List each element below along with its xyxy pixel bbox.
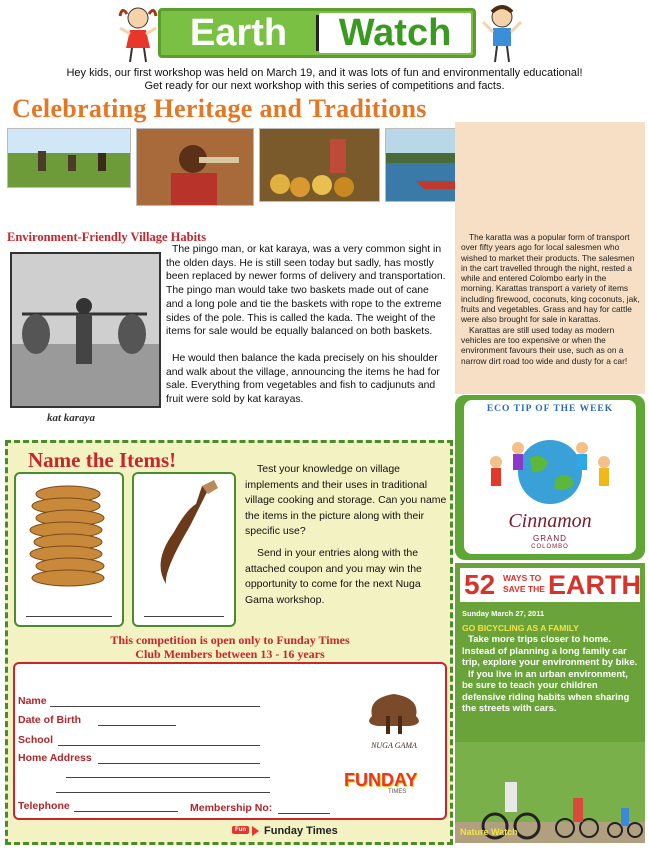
name-items-paragraph-2: Send in your entries along with the attached coupon and you may win the opportunity to come for the next Nuga Gama workshop. bbox=[245, 547, 422, 606]
address-field-1[interactable] bbox=[98, 763, 260, 764]
funday-logo-sub: TIMES bbox=[388, 789, 407, 795]
item-card-1 bbox=[14, 472, 124, 627]
ways-paragraph-1: Take more trips closer to home. Instead of planning a long family car trip, explore your environment by bike. bbox=[462, 634, 638, 668]
ways-to: WAYS TO bbox=[503, 573, 542, 583]
funday-times-logo bbox=[332, 770, 440, 800]
competition-notice-line-1: This competition is open only to Funday Times bbox=[110, 633, 350, 647]
item-2-answer-line[interactable] bbox=[144, 616, 224, 617]
karatta-paragraph-1: The karatta was a popular form of transport over fifty years ago for local salesmen who wished to market their products. The salesmen in the cart travelled through the night, rested a while and entered Colombo early in the morning. Karattas transport a variety of items including firewood, coconuts, king coconuts, jak, fruits and vegetables. Grass and hay for cattle were also brought for sale in karattas. bbox=[461, 232, 640, 325]
karatta-paragraph-2: Karattas are still used today as modern vehicles are too expensive or when the environment favours their use, such as on a narrow dirt road too wide and dusty for a car! bbox=[461, 324, 628, 366]
village-paragraph-2: He would then balance the kada precisely on his shoulder and walk about the village, announcing the items he had for sale. Everything from vegetables and fish to cadjunuts and fruit were sold by kat karayas. bbox=[166, 353, 440, 406]
ways-number: 52 bbox=[464, 569, 496, 600]
intro-line-1: Hey kids, our first workshop was held on March 19, and it was lots of fun and environmentally educational! bbox=[66, 67, 583, 79]
school-field[interactable] bbox=[58, 745, 260, 746]
ways-heading: GO BICYCLING AS A FAMILY bbox=[462, 623, 579, 633]
footer-funday-times: Funday Times bbox=[264, 825, 338, 837]
girl-cartoon-icon bbox=[118, 4, 158, 64]
nuga-gama-label: NUGA GAMA bbox=[371, 741, 417, 750]
membership-label: Membership No: bbox=[190, 802, 273, 814]
intro-line-2: Get ready for our next workshop with this series of competitions and facts. bbox=[144, 80, 505, 92]
address-label: Home Address bbox=[18, 752, 92, 764]
address-field-2[interactable] bbox=[66, 777, 270, 778]
eco-tip-banner: ECO TIP OF THE WEEK bbox=[486, 404, 614, 414]
dob-label: Date of Birth bbox=[18, 714, 81, 726]
item-1-answer-line[interactable] bbox=[26, 616, 112, 617]
village-paragraph-1: The pingo man, or kat karaya, was a very common sight in the olden days. He is still seen today but sadly, has mostly been replaced by newer forms of delivery and transportation. The pingo man would take two baskets made out of cane and a long pole and tie the baskets with rope to the extreme sides of the pole. This is called the kada. The weight of the items for sale would be equally balanced on both baskets. bbox=[166, 244, 446, 338]
earth-watch-logo bbox=[158, 8, 476, 58]
ways-earth: EARTH bbox=[548, 570, 641, 600]
karatta-text bbox=[461, 232, 641, 366]
footer-arrow-icon bbox=[252, 826, 259, 836]
item-card-2 bbox=[132, 472, 236, 627]
cinnamon-colombo: COLOMBO bbox=[531, 544, 569, 550]
ways-save-the: SAVE THE bbox=[503, 584, 545, 594]
children-globe-icon bbox=[478, 418, 622, 510]
name-items-paragraph-1: Test your knowledge on village implements and their uses in traditional village cooking and storage. Can you name the items in the picture along with their specific use? bbox=[245, 463, 447, 537]
photo-musician bbox=[136, 128, 254, 206]
cinnamon-grand: GRAND bbox=[533, 534, 567, 543]
page-headline: Celebrating Heritage and Traditions bbox=[12, 94, 427, 123]
funday-logo-text: FUNDAY bbox=[344, 770, 418, 790]
intro-text bbox=[20, 67, 629, 93]
address-field-3[interactable] bbox=[56, 792, 270, 793]
name-label: Name bbox=[18, 695, 47, 707]
name-field[interactable] bbox=[50, 706, 260, 707]
photo-paddy-field bbox=[7, 128, 131, 188]
dob-field[interactable] bbox=[98, 725, 176, 726]
photo-market-stall bbox=[259, 128, 380, 202]
ways-paragraph-2: If you live in an urban environment, be sure to teach your children defensive riding habits when sharing the streets with cars. bbox=[462, 668, 630, 714]
telephone-field[interactable] bbox=[74, 811, 178, 812]
telephone-label: Telephone bbox=[18, 800, 70, 812]
kat-karaya-caption: kat karaya bbox=[47, 412, 95, 424]
school-label: School bbox=[18, 734, 54, 746]
nuga-gama-logo bbox=[362, 690, 426, 750]
boy-cartoon-icon bbox=[482, 4, 522, 64]
ways-footer: Nature Watch bbox=[460, 827, 518, 837]
logo-watch: Watch bbox=[319, 13, 471, 53]
name-items-title: Name the Items! bbox=[28, 448, 177, 472]
ways-date: Sunday March 27, 2011 bbox=[462, 609, 545, 618]
ways-text bbox=[462, 634, 640, 715]
membership-field[interactable] bbox=[278, 813, 330, 814]
photo-kat-karaya bbox=[10, 252, 161, 408]
competition-notice-line-2: Club Members between 13 - 16 years bbox=[135, 647, 325, 661]
footer-fun-tag: Fun bbox=[232, 826, 249, 834]
logo-earth: Earth bbox=[189, 12, 288, 54]
village-section-title: Environment-Friendly Village Habits bbox=[7, 230, 207, 244]
cinnamon-logo: Cinnamon bbox=[508, 510, 592, 532]
